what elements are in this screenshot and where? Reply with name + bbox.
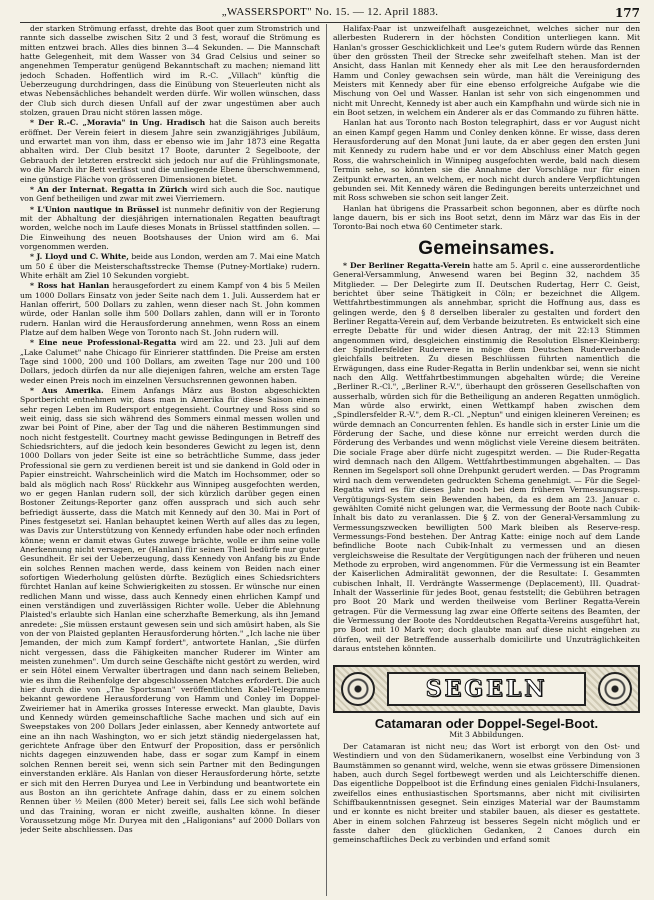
paragraph-text: wird am 22. und 23. Juli auf dem „Lake Calumet" nahe Chicago für Einrierer stattfinden. Die Preise am ersten Tage sind 1000, 200 und 100 Dollars, am zweiten Tage nur 200 und 100 Dollars, jedoch dürfen da nur alle diejenigen fahren, welche am ersten Tage weder einen Preis noch im einzelnen Versuchsrennen gewonnen haben. — [20, 338, 320, 385]
paragraph-lead: * Der R.-C. „Moravia" in Ung. Hradisch — [30, 118, 206, 128]
paragraph — [333, 742, 640, 845]
paragraph-lead: * L'Union nautique in Brüssel — [30, 204, 159, 214]
left-column — [20, 24, 320, 894]
paragraph-lead: * Eine neue Professional-Regatta — [30, 338, 177, 348]
paragraph-text: herausgefordert zu einem Kampf von 4 bis 5 Meilen um 1000 Dollars Einsatz von jeder Seite nach dem 1. Juli. Ausserdem hat er Hanlan offerirt, 500 Dollars zu zahlen, wenn dieser nach St. John kommen würde, oder Hanlan solle ihm 500 Dollars zahlen, dann will er in Toronto rudern. Hanlan wird die Herausforderung annehmen, wenn Ross an einem Platze auf dem halben Wege von Toronto nach St. John rudern will. — [20, 281, 320, 337]
page-number: 177 — [614, 6, 640, 20]
segeln-banner — [333, 665, 640, 713]
article-title: Catamaran oder Doppel-Segel-Boot. — [374, 716, 599, 732]
paragraph — [20, 118, 320, 183]
paragraph — [333, 118, 640, 202]
page-header — [20, 6, 640, 23]
gemeinsames-paragraphs — [333, 261, 640, 653]
paragraph-text: Hanlan hat übrigens die Prassarbeit schon begonnen, aber es dürfte noch lange dauern, bis er sich ins Boot setzt, denn im März war das Eis in der Toronto-Bai noch etwa 60 Centimeter stark. — [333, 203, 640, 232]
paragraph-lead: * Aus Amerika. — [30, 386, 104, 396]
paragraph-text: ist nunmehr definitiv von der Regierung mit der Abhaltung der diesjährigen internationalen Regatten beauftragt worden, welche noch im Laufe dieses Monats in Brüssel stattfinden sollen. — Die Einweihung des neuen Bootshauses der Union wird am 6. Mai vorgenommen werden. — [20, 204, 320, 251]
paragraph-text: hat die Saison auch bereits eröffnet. Der Verein feiert in diesem Jahre sein zwanzigjähriges Jubiläum, und erwartet man von ihm, dass er ebenso wie im Jahr 1873 eine Regatta abhalten wird. Der Club besitzt 17 Boote, darunter 2 Segelboote, der Gebrauch der letzteren erstreckt sich jedoch nur auf die Frühlingsmonate, wo die March ihr Bett verlässt und die umliegende Ebene überschwemmend, eine günstige Fläche von grösseren Dimensionen bietet. — [20, 118, 320, 184]
paragraph-text: Halifax-Paar ist unzweifelhaft ausgezeichnet, welches sicher nur den allerbesten Ruderern in der höchsten Condition unterliegen kann. Mit Hanlan's grosser Geschicklichkeit und Lee's gutem Rudern würde das Rennen über den grössten Theil der Strecke sehr zweifelhaft stehen. Man ist der Ansicht, dass Hanlan mit Kennedy eher als mit Lee den herausfordernden Hamm und Conley gewachsen sein würde, man hält die Vereinigung des Meisters mit Kennedy aber für eine ebenso erfolgreiche Aufgabe wie die Mischung von Oel und Wasser. Hanlan ist sehr von sich eingenommen und nicht mit Unrecht, Kennedy ist aber auch ein Kampfhahn und würde sich nie in ein Boot setzen, in welchem ein Anderer als er das Commando zu führen hätte. — [333, 24, 640, 118]
paragraph-lead: * An der Internat. Regatta in Zürich — [30, 184, 188, 194]
paragraph — [20, 185, 320, 204]
paragraph — [333, 261, 640, 653]
paragraph-text: hatte am 5. April c. eine ausserordentliche General-Versammlung, Anwesend waren bei Beginn 32, nachdem 35 Mitglieder. — Der Delegirte zum II. Deutschen Rudertag, Herr C. Geist, berichtet über seine Thätigkeit in Cöln; er bezeichnet die Allgem. Wettfahrtbestimmungen als annehmbar, spricht die Hoffnung aus, dass es gelingen werde, den § 8 derselben liberaler zu gestalten und fordert den Berliner Regatta-Verein auf, dem Verbande beizutreten. Es entwickelt sich eine erregte Debatte für und wider diesen Antrag, der mit 22:13 Stimmen angenommen wird, desgleichen einstimmig die Resolution Elsner-Kleinberg: der Spindlersfelder Rudervere in möge dem Deutschen Ruderverbande gleichfalls beitreten. Zu diesen Beschlüssen führten namentlich die Erwägungen, dass eine Ruder-Regatta in Berlin undenkbar sei, wenn sie nicht nach den Allg. Wettfahrtbestimmungen abgehalten würde; die Vereine „Berliner R.-Cl.", „Berliner R.-V.", überhaupt den grösseren Gesellschaften von ausserhalb, würden sich für die Betheiligung an anderen Regatten unmöglich. Man würde also erwirkt, einen Wettkampf haben zwischen dem „Spindlersfelder R.-V.", dem R.-Cl. „Neptun" und einigen kleineren Vereinen; es würde demnach an Concurrenten fehlen. Es handle sich in erster Linie um die Förderung der Sache, und diese könne nur erreicht werden durch die Förderung des Verbandes und wenn möglichst viele Vereine diesem beiträten. Die sociale Frage aber dürfe nicht zugespitzt werden. — Die Ruder-Regatta wird demnach nach den Allgem. Wettfahrtbestimmungen abgehalten. — Das Rennen im Segelsport soll ohne Drehpunkt gerudert werden. — Das Programm wird nach dem verwendeten gedruckten Schema genehmigt. — Für die Segel-Regatta wird es für dieses Jahr noch bei dem früheren Vermessungsresp. Vergütigungs-System sein Bewenden haben, da es dem am 23. Januar c. gewählten Comité nicht gelungen war, die Vermessung der Boote nach Cubik-Inhalt bis dato zu veranlassen. Die § Z. von der General-Versammlung zu Vermessungszwecken bewilligten 500 Mark bleiben als Reserve-resp. Vermessungs-Fond bestehen. Der Antrag Katte: einige noch auf dem Lande befindliche Boote nach Cubik-Inhalt zu vermessen und an diesen vergleichsweise die Resultate der Vergütigungen nach der früheren und neuen Methode zu erproben, wird angenommen. Für die Vermessung ist ein Beamter der Kaiserlichen Admiralität gewonnen, der die Resultate: I. Gesammten cubischen Inhalt, II. Verdrängte Wassermenge (Deplacement), III. Quadrat-Inhalt der Wasserlinie für jedes Boot, genau feststellt; die Gebühren betragen pro Boot 20 Mark und werden theilweise vom Berliner Regatta-Verein getragen. Für die Vermessung lag zwar eine Offerte seitens des Beamten, der die Vermessung der Boote des Norddeutschen Regatta-Vereins ausgeführt hat, pro Boot mit 10 Mark vor; doch glaubte man auf diese nicht eingehen zu dürfen, weil der Betreffende ausserhalb domicilirte und Unzuträglichkeiten daraus entstehen könnten. — [333, 260, 640, 653]
paragraph — [333, 24, 640, 117]
paragraph-lead: * J. Lloyd und C. White, — [30, 252, 129, 262]
right-top-paragraphs — [333, 24, 640, 232]
paragraph — [20, 338, 320, 385]
column-divider — [326, 24, 327, 896]
article-paragraphs — [333, 742, 640, 845]
running-title: „WASSERSPORT" No. 15. — 12. April 1883. — [221, 6, 439, 18]
paragraph — [20, 386, 320, 835]
paragraph-text: der starken Strömung erfasst, drehte das Boot quer zum Stromstrich und rannte sich dasselbe zwischen Sitz 2 und 3 fest, worauf die Strömung es mitten entzwei brach. Alles dies binnen 3—4 Sekunden. — Die Mannschaft hatte Gelegenheit, mit dem Wasser von 34 Grad Celsius und seiner so angenehmen Temperatur genügend Bekanntschaft zu machen; niemand litt jedoch Schaden. Hoffentlich wird im R.-C. „Villach" künftig die Ueberzeugung durchdringen, dass die Einübung von Steuerleuten nicht als etwas Nebensächliches behandelt werden dürfe. Wir wollen wünschen, dass der Club sich durch diesen Unfall auf der zwar ungestümen aber auch stolzen, grauen Drau nicht stören lassen möge. — [20, 24, 320, 118]
section-title: Gemeinsames. — [418, 237, 555, 259]
paragraph-text: beide aus London, werden am 7. Mai eine Match um 50 £ über die Meisterschaftsstrecke Themse (Putney-Mortlake) rudern. White erhält am Ziel 10 Sekunden vorgiebt. — [20, 252, 320, 280]
paragraph-lead: * Der Berliner Regatta-Verein — [343, 260, 471, 270]
ornament-rosette-icon — [598, 672, 632, 706]
paragraph — [20, 24, 320, 117]
ornament-rosette-icon — [341, 672, 375, 706]
banner-label: SEGELN — [387, 672, 586, 706]
paragraph-text: wird sich auch die Soc. nautique von Genf betheiligen und zwar mit zwei Vierriemern. — [20, 184, 320, 204]
paragraph — [20, 205, 320, 252]
right-column — [333, 24, 640, 894]
left-paragraphs — [20, 24, 320, 835]
paragraph — [333, 204, 640, 232]
paragraph — [20, 281, 320, 337]
paragraph-text: Einem Anfangs März aus Boston abgeschickten Sportbericht entnehmen wir, dass man in Amerika für diese Saison einem sehr regen Leben im Rudersport entgegensieht. Courtney und Ross sind so weit einig, dass sie sich während des Sommers einmal messen wollen und zwar bei Point of Pine, aber der Tag und die näheren Bestimmungen sind noch nicht festgestellt. Courtney macht gewisse Bedingungen in Betreff des Schiedsrichters, auf die jedoch kein besonderes Gewicht zu legen ist, denn 1000 Dollars von jeder Seite ist eine so beträchtliche Summe, dass jeder Professional sie gern zu verdienen bereit ist und sie dankend in Gold oder in Papier einstreicht. Wahrscheinlich wird die Match im Hochsommer, oder so bald als möglich nach Ross' Rückkehr aus Winnipeg ausgefochten werden, wo er gegen Hanlan rudern soll, der sich kürzlich darüber gegen einen Bostoner Zeitungs-Reporter ganz offen aussprach und sich auch sehr befriedigt äusserte, dass die Match mit Kennedy auf den 30. Mai in Port of Pines festgesetzt sei. Hanlan behauptet keinen Werth auf alles das zu legen, was Davis zur Unterstützung von Kennedy erfunden habe oder noch erfinden könne; wenn er damit etwas Gutes zuwege brächte, wolle er ihm seine volle Anerkennung nicht versagen, er (Hanlan) für seinen Theil bedürfe nur guter Gesundheit. Er sei der Ueberzeugung, dass Kennedy von Anfang bis zu Ende ein solches Rennen machen werde, dass keinem von Beiden nach einer sofortigen Wiederholung gelüsten dürfte. Bezüglich eines Schiedsrichters fürchtet Hanlan auf keine Schwierigkeiten zu stossen. Er wünsche nur einen redlichen Mann und wisse, dass auch Kennedy einen ehrlichen Kampf und einen verständigen und zuverlässigen Richter wolle. Ueber die Ablehnung Plaisted's erlaubte sich Hanlan eine scherzhafte Bemerkung, als ihn Jemand anredete: „Sie müssen erstaunt gewesen sein und sich amüsirt haben, als Sie von der von Plaisted geplanten Herausforderung hörten." „Ich lache nie über Jemanden, der mich zum Kampf fordert", antwortete Hanlan, „Sie dürfen nicht vergessen, dass die Fähigkeiten mancher Ruderer im Winter am meisten zunehmen". Um durch seine Geschäfte nicht gestört zu werden, wird er sein Hôtel einem Verwalter übertragen und dann nach seinem Belieben, wie es ihm die Reihenfolge der abgeschlossenen Matches erfordert. Die auch hier durch die von „The Sportsman" veröffentlichten Kabel-Telegramme bekannt gewordene Herausforderung von Hamm und Conley im Doppel-Zweiriemer hat in Amerika grosses Interesse erweckt. Man glaubte, Davis und Kennedy würden gemeinschaftliche Sache machen und sich auf ein Sweepstakes von 200 Dollars Jeder einlassen, aber Kennedy antwortete auf eine an ihn nach Washington, wo er sich jetzt ständig niedergelassen hat, gerichtete Anfrage über den Entwurf der Proposition, dass er persönlich nichts dagegen einzuwenden habe, dass er sogar zum Kampf in einem solchen Rennen bereit sei, wenn sich sein Partner mit den Bedingungen einverstanden erkläre. Als Hanlan von dieser Herausforderung hörte, setzte er sich mit den Herren Duryea und Lee in Verbindung und beantwortete ein aus Boston an ihn gerichtete Anfrage dahin, dass er zu einem solchen Rennen über ½ Meilen (800 Meter) bereit sei, falls Lee sich wohl befände und das Training, woran er nicht zweifle, aushalten könne. In dieser Voraussetzung möge Mr. Duryea mit den „Haligonians" auf 2000 Dollars von jeder Seite abschliessen. Das — [20, 386, 320, 835]
paragraph-text: Der Catamaran ist nicht neu; das Wort ist erborgt von den Ost- und Westindiern und von den Südamerikanern, woselbst eine Verbindung von 3 Baumstämmen so genannt wird, welche, wenn sie etwas grössere Dimensionen haben, auch durch Segel fortbewegt werden und als Leichterschiffe dienen. Das eigentliche Doppelboot ist die Erfindung eines genialen Fidchi-Insulaners, zweifellos eines enthusiastischen Sportsmanns, aber nicht mit civilisirten Schiffbaukenntnissen gesegnet. Sein einziges Material war der Baumstamm und er konnte es nicht breiter und stabiler bauen, als dieser es gestattete. Aber in einem solchen Fahrzeug ist besseres Segeln nicht möglich und er fasste daher den glücklichen Gedanken, 2 Canoes durch ein gemeinschaftliches Deck zu verbinden und erfand somit — [333, 742, 640, 845]
paragraph — [20, 252, 320, 280]
article-subtitle: Mit 3 Abbildungen. — [449, 729, 524, 739]
paragraph-lead: * Ross hat Hanlan — [30, 281, 110, 291]
paragraph-text: Hanlan hat aus Toronto nach Boston telegraphirt, dass er vor August nicht an einen Kampf gegen Hamm und Conley denken könne. Er wisse, dass deren Herausforderung auf den Monat Juni laute, da er aber gegen den ersten Juni mit Kennedy zu rudern habe und er vor dem Abschluss einer Match gegen Ross, die wahrscheinlich in Winnipeg ausgefochten werde, bald nach diesem Termin sehe, so könnten sie die Annahme der Vorschläge nur für einen Zeitpunkt erwarten, an welchem, er noch nicht durch andere Verpflichtungen gebunden sei. Mit Kennedy wären die Bedingungen bereits unterzeichnet und mit Ross schweben sie schon seit langer Zeit. — [333, 118, 640, 203]
